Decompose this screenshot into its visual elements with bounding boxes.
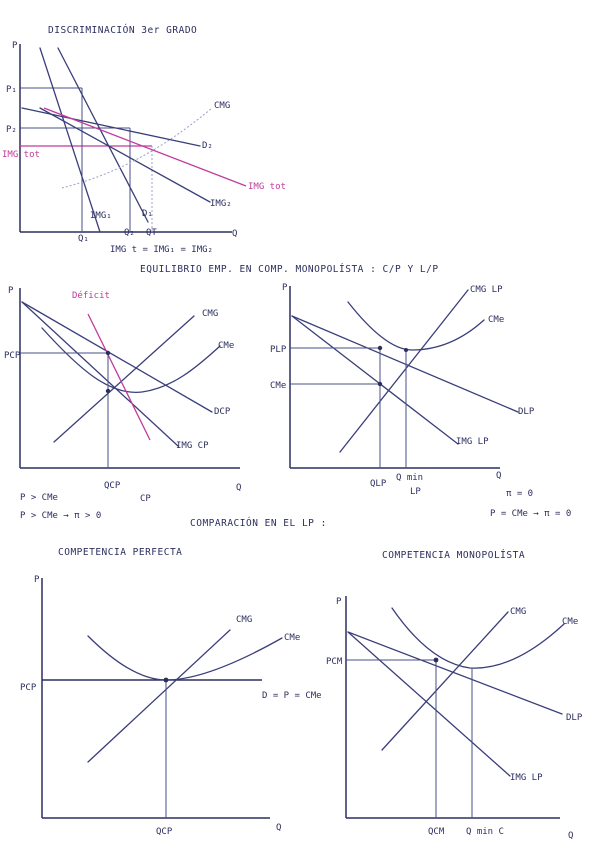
diagram-monopolistic-competition <box>326 549 583 841</box>
diagram1-qt-label: QT <box>146 228 157 238</box>
diagram4-cme-curve <box>88 636 282 680</box>
diagram5-qmin-label: Q min C <box>466 827 504 837</box>
diagram1-d1-label: D₁ <box>142 209 153 219</box>
diagram5-x-label: Q <box>568 831 574 841</box>
diagram1-imgtot-label: IMG tot <box>248 182 286 192</box>
diagram5-qcm-label: QCM <box>428 827 445 837</box>
diagram2-cme-curve <box>42 328 220 392</box>
comparison-title: COMPARACIÓN EN EL LP : <box>190 518 327 529</box>
diagram5-imglp-line <box>348 632 510 776</box>
diagram2-pcp-label: PCP <box>4 351 21 361</box>
diagram3-note1: π = 0 <box>506 489 534 499</box>
diagram1-img1-label: IMG₁ <box>90 211 112 221</box>
diagram3-img-point <box>378 382 382 386</box>
diagram1-p1-label: P₁ <box>6 85 17 95</box>
diagram2-note2: P > CMe → π > 0 <box>20 511 102 521</box>
diagram3-qlp-label: QLP <box>370 479 387 489</box>
diagram2-cmg-line <box>54 316 194 442</box>
diagram2-dcp-line <box>22 302 212 412</box>
diagram3-qmin-label: Q min <box>396 473 424 483</box>
diagram3-dlp-line <box>292 316 518 412</box>
diagram3-cmglp-line <box>340 290 468 452</box>
diagram2-title: EQUILIBRIO EMP. EN COMP. MONOPOLÍSTA : C/P Y L/P <box>140 264 439 275</box>
diagram2-cp-label: CP <box>140 494 151 504</box>
diagram5-cme-label: CMe <box>562 617 579 627</box>
diagram2-imgcp-line <box>22 302 178 446</box>
diagram5-equilibrium-point <box>434 658 439 663</box>
diagram1-d2-label: D₂ <box>202 141 213 151</box>
diagram1-q2-label: Q₂ <box>124 228 135 238</box>
diagram3-min-point <box>404 348 408 352</box>
diagram4-equilibrium-point <box>164 678 169 683</box>
diagram1-rule: IMG t = IMG₁ = IMG₂ <box>110 245 213 255</box>
diagram2-y-label: P <box>8 286 14 296</box>
diagram5-dlp-line <box>348 632 562 714</box>
diagram2-cme-label: CMe <box>218 341 235 351</box>
diagram3-x-label: Q <box>496 471 502 481</box>
diagram1-q1-label: Q₁ <box>78 234 89 244</box>
diagram4-cmg-line <box>88 630 230 762</box>
diagram2-deficit-label: Déficit <box>72 291 110 301</box>
diagram2-cmg-label: CMG <box>202 309 219 319</box>
diagram5-cmg-line <box>382 612 508 750</box>
diagram1-cmg-curve <box>62 108 212 188</box>
diagram2-deficit-line <box>88 314 150 440</box>
diagram1-title: DISCRIMINACIÓN 3er GRADO <box>48 25 198 36</box>
diagram5-y-label: P <box>336 597 342 607</box>
diagram4-cme-label: CMe <box>284 633 301 643</box>
diagram4-x-label: Q <box>276 823 282 833</box>
diagram-long-run-equilibrium <box>270 283 571 519</box>
diagram1-img2-line <box>40 108 210 202</box>
diagram1-img2-label: IMG₂ <box>210 199 232 209</box>
diagram3-plp-label: PLP <box>270 345 287 355</box>
diagram5-cmg-label: CMG <box>510 607 527 617</box>
diagram3-y-label: P <box>282 283 288 293</box>
diagram3-lp-label: LP <box>410 487 421 497</box>
diagram5-title: COMPETENCIA MONOPOLÍSTA <box>382 550 526 561</box>
diagram2-dcp-label: DCP <box>214 407 231 417</box>
diagram1-x-label: Q <box>232 229 238 239</box>
diagram4-title: COMPETENCIA PERFECTA <box>58 547 183 558</box>
diagram-perfect-competition <box>20 547 322 837</box>
diagram3-cme-curve <box>348 302 484 350</box>
diagram4-pcp-label: PCP <box>20 683 37 693</box>
diagram1-p2-label: P₂ <box>6 125 17 135</box>
diagram1-imgtot-price-label: IMG tot <box>2 150 40 160</box>
diagram5-dlp-label: DLP <box>566 713 583 723</box>
diagram1-img1-line <box>40 48 100 232</box>
diagram2-x-label: Q <box>236 483 242 493</box>
diagram3-note2: P = CMe → π = 0 <box>490 509 572 519</box>
diagram2-qcp-label: QCP <box>104 481 121 491</box>
diagram3-cmglp-label: CMG LP <box>470 285 503 295</box>
diagram2-note1: P > CMe <box>20 493 58 503</box>
diagram3-price-point <box>378 346 382 350</box>
diagram1-d2-line <box>22 108 200 146</box>
diagram1-d1-line <box>58 48 148 222</box>
diagram2-cost-point <box>106 389 110 393</box>
diagram4-y-label: P <box>34 575 40 585</box>
diagram3-dlp-label: DLP <box>518 407 535 417</box>
diagram3-cme-label: CMe <box>488 315 505 325</box>
diagram4-cmg-label: CMG <box>236 615 253 625</box>
diagram4-demand-label: D = P = CMe <box>262 691 322 701</box>
diagram3-cme-axis-label: CMe <box>270 381 287 391</box>
diagram4-qcp-label: QCP <box>156 827 173 837</box>
diagram3-imglp-label: IMG LP <box>456 437 489 447</box>
diagram2-imgcp-label: IMG CP <box>176 441 209 451</box>
diagram2-price-point <box>106 351 110 355</box>
diagram-third-degree-discrimination <box>2 24 286 255</box>
diagram5-imglp-label: IMG LP <box>510 773 543 783</box>
diagram1-cmg-label: CMG <box>214 101 231 111</box>
diagram5-pcm-label: PCM <box>326 657 343 667</box>
diagram1-y-label: P <box>12 41 18 51</box>
diagram1-imgtot-line <box>44 108 246 186</box>
